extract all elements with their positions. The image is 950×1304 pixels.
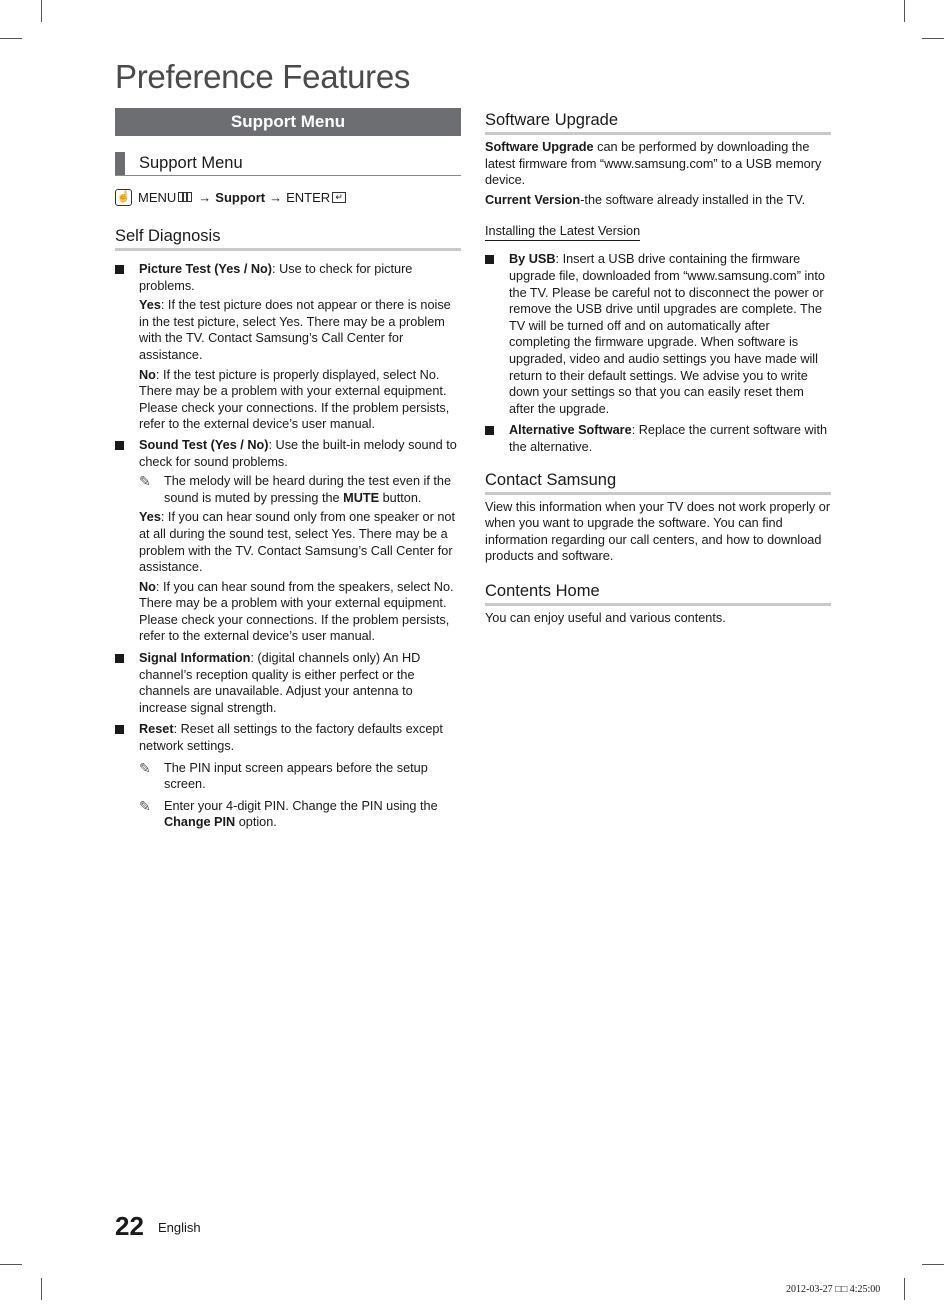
pencil-note-icon: ✎ bbox=[139, 759, 151, 776]
crop-mark bbox=[922, 38, 944, 39]
sound-test-no bbox=[115, 579, 461, 645]
software-upgrade-p1 bbox=[485, 139, 831, 189]
menu-icon bbox=[178, 192, 192, 202]
yes-text: : If you can hear sound only from one speaker or not at all during the sound test, select Yes. There may be a problem with the TV. Contact Samsung’s Call Center for assistance. bbox=[139, 510, 455, 575]
reset-note-1 bbox=[115, 760, 461, 793]
no-text: : If the test picture is properly displayed, select No. There may be a problem with your external equipment. Please check your connections. If the problem persists, refer to the external device’s user manual. bbox=[139, 367, 450, 432]
bullet-square-icon bbox=[115, 265, 124, 274]
change-pin-label: Change PIN bbox=[164, 815, 236, 830]
installing-subheading-wrap bbox=[485, 222, 831, 241]
crop-mark bbox=[904, 1278, 905, 1300]
yes-label: Yes bbox=[139, 510, 161, 525]
crop-mark bbox=[0, 1264, 22, 1265]
page-number: 22 bbox=[115, 1211, 144, 1241]
crop-mark bbox=[41, 0, 42, 22]
sound-test-text: : Use the built-in melody sound to check for sound problems. bbox=[139, 437, 457, 469]
print-timestamp: 2012-03-27 □□ 4:25:00 bbox=[786, 1284, 881, 1295]
arrow-icon: → bbox=[198, 189, 212, 205]
contact-samsung-heading: Contact Samsung bbox=[485, 470, 831, 495]
enter-icon: ↵ bbox=[332, 192, 346, 203]
note-text: The melody will be heard during the test even if the sound is muted by pressing the bbox=[164, 474, 452, 505]
section-marker bbox=[115, 152, 125, 175]
alternative-software-text: : Replace the current software with the alternative. bbox=[509, 423, 828, 454]
picture-test-no bbox=[115, 367, 461, 433]
list-item bbox=[115, 437, 461, 470]
crop-mark bbox=[922, 1264, 944, 1265]
signal-info-text: : (digital channels only) An HD channel’s reception quality is either perfect or the channels are unavailable. Adjust your antenna to increase signal strength. bbox=[139, 651, 421, 715]
current-version-label: Current Version bbox=[485, 192, 581, 207]
page-title: Preference Features bbox=[115, 58, 411, 95]
software-upgrade-heading: Software Upgrade bbox=[485, 110, 831, 135]
by-usb-text: : Insert a USB drive containing the firmware upgrade file, downloaded from “www.samsung.com” into the TV. Please be careful not to disconnect the power or remove the USB drive until upgrades are complete. The TV will be turned off and on automatically after completing the firmware upgrade. When software is upgraded, video and audio settings you have made will return to their default settings. We advise you to write down your settings so that you can easily reset them after the upgrade. bbox=[509, 252, 825, 416]
support-menu-subtitle bbox=[115, 152, 461, 176]
enter-label: ENTER bbox=[286, 189, 331, 205]
contact-samsung-text: View this information when your TV does not work properly or when you want to upgrade the software. You can find information regarding our call centers, and how to download products and software. bbox=[485, 499, 831, 564]
self-diagnosis-heading: Self Diagnosis bbox=[115, 226, 461, 251]
signal-info-label: Signal Information bbox=[139, 651, 251, 666]
paragraph-text: -the software already installed in the TV. bbox=[580, 192, 806, 207]
software-upgrade-label: Software Upgrade bbox=[485, 140, 594, 154]
bullet-square-icon bbox=[115, 441, 124, 450]
right-column bbox=[485, 110, 831, 626]
sound-test-note bbox=[115, 473, 461, 506]
paragraph-text: can be performed by downloading the latest firmware from “www.samsung.com” to a USB memory device. bbox=[485, 140, 822, 188]
yes-text: : If the test picture does not appear or there is noise in the test picture, select Yes. There may be a problem with the TV. Contact Samsung’s Call Center for assistance. bbox=[139, 298, 451, 362]
crop-mark bbox=[904, 0, 905, 22]
crop-mark bbox=[0, 38, 22, 39]
pencil-note-icon: ✎ bbox=[139, 473, 151, 490]
note-text: The PIN input screen appears before the setup screen. bbox=[164, 760, 428, 792]
menu-label: MENU bbox=[138, 189, 177, 205]
bullet-square-icon bbox=[115, 654, 124, 663]
list-item bbox=[115, 721, 461, 754]
list-item bbox=[115, 261, 461, 294]
picture-test-yes bbox=[115, 297, 461, 363]
left-column bbox=[115, 108, 461, 831]
pencil-note-icon: ✎ bbox=[139, 797, 151, 814]
note-text: button. bbox=[379, 490, 422, 505]
note-text: option. bbox=[235, 815, 277, 830]
support-label: Support bbox=[215, 189, 266, 205]
no-label: No bbox=[139, 579, 156, 594]
reset-text: : Reset all settings to the factory defaults except network settings. bbox=[139, 722, 443, 754]
mute-label: MUTE bbox=[343, 490, 380, 505]
by-usb-label: By USB bbox=[509, 252, 556, 267]
menu-path bbox=[115, 188, 461, 206]
reset-label: Reset bbox=[139, 722, 174, 737]
contents-home-text: You can enjoy useful and various contents. bbox=[485, 610, 726, 625]
hand-icon: ☝ bbox=[115, 189, 132, 206]
yes-label: Yes bbox=[139, 298, 161, 313]
sound-test-label: Sound Test (Yes / No) bbox=[139, 437, 269, 452]
crop-mark bbox=[41, 1278, 42, 1300]
support-menu-bar: Support Menu bbox=[115, 108, 461, 136]
bullet-square-icon bbox=[485, 426, 494, 435]
no-text: : If you can hear sound from the speakers, select No. There may be a problem with your external equipment. Please check your connections. If the problem persists, refer to the external device’s user manual. bbox=[139, 579, 454, 644]
alternative-software-label: Alternative Software bbox=[509, 423, 632, 438]
contents-home-heading: Contents Home bbox=[485, 581, 831, 606]
subtitle-text: Support Menu bbox=[139, 154, 243, 172]
page-language: English bbox=[158, 1220, 201, 1235]
list-item bbox=[485, 422, 831, 455]
bullet-square-icon bbox=[485, 255, 494, 264]
bullet-square-icon bbox=[115, 725, 124, 734]
installing-subheading: Installing the Latest Version bbox=[485, 223, 640, 241]
list-item bbox=[115, 650, 461, 716]
picture-test-text: : Use to check for picture problems. bbox=[139, 262, 413, 293]
note-text: Enter your 4-digit PIN. Change the PIN using the bbox=[164, 798, 438, 813]
sound-test-yes bbox=[115, 509, 461, 575]
arrow-icon: → bbox=[269, 189, 283, 205]
picture-test-label: Picture Test (Yes / No) bbox=[139, 262, 273, 276]
software-upgrade-p2 bbox=[485, 192, 831, 209]
no-label: No bbox=[139, 367, 156, 382]
reset-note-2 bbox=[115, 798, 461, 831]
list-item bbox=[485, 251, 831, 417]
